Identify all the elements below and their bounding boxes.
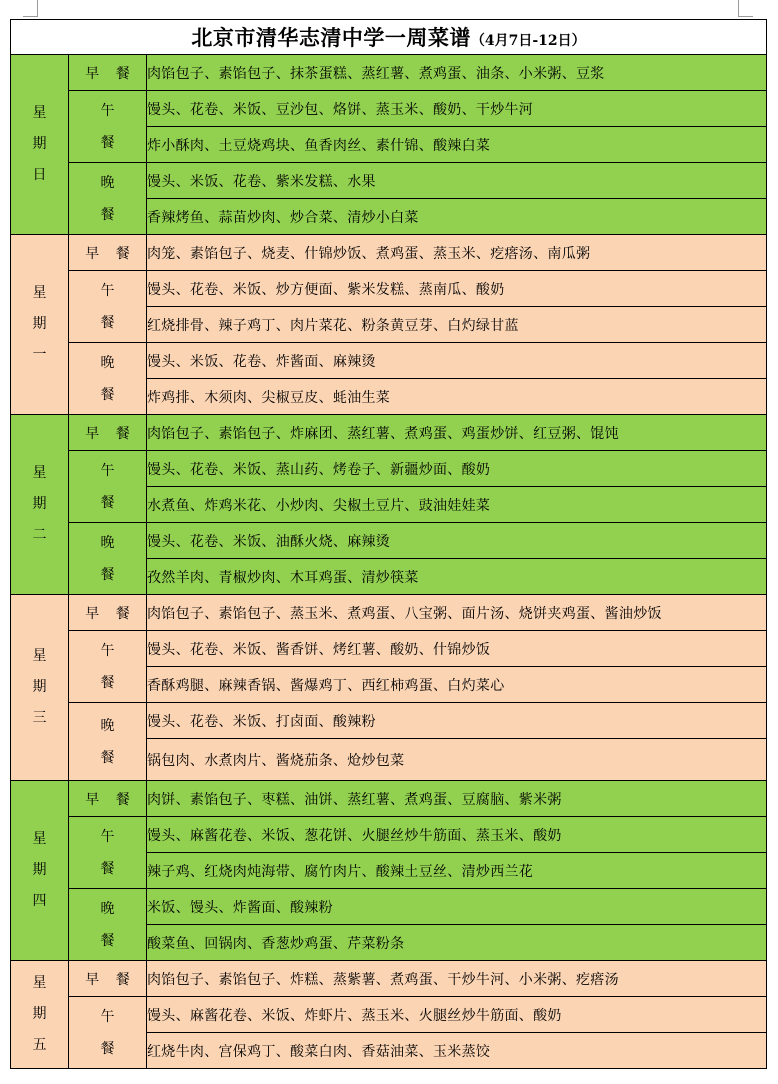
lunch-label: 午 餐 bbox=[69, 271, 147, 343]
breakfast-label: 早 餐 bbox=[69, 55, 147, 91]
table-row bbox=[11, 343, 767, 379]
day-cell-tuesday: 星 期 二 bbox=[11, 415, 69, 595]
lunch-staples: 馒头、花卷、米饭、酱香饼、烤红薯、酸奶、什锦炒饭 bbox=[147, 631, 767, 667]
day-cell-sunday: 星 期 日 bbox=[11, 55, 69, 235]
table-row bbox=[11, 235, 767, 271]
table-row bbox=[11, 451, 767, 487]
menu-title-cell bbox=[11, 20, 767, 55]
lunch-label: 午 餐 bbox=[69, 91, 147, 163]
table-row bbox=[11, 889, 767, 925]
date-range: （4月7日-12日） bbox=[470, 33, 586, 49]
table-row bbox=[11, 163, 767, 199]
page-title: 北京市清华志清中学一周菜谱 bbox=[191, 25, 471, 50]
dinner-staples: 馒头、米饭、花卷、炸酱面、麻辣烫 bbox=[147, 343, 767, 379]
table-row bbox=[11, 703, 767, 739]
dinner-dishes: 酸菜鱼、回锅肉、香葱炒鸡蛋、芹菜粉条 bbox=[147, 925, 767, 961]
table-row bbox=[11, 997, 767, 1033]
dinner-label: 晚 餐 bbox=[69, 889, 147, 961]
page-corner-mark-right bbox=[738, 0, 753, 17]
dinner-staples: 米饭、馒头、炸酱面、酸辣粉 bbox=[147, 889, 767, 925]
dinner-dishes: 香辣烤鱼、蒜苗炒肉、炒合菜、清炒小白菜 bbox=[147, 199, 767, 235]
table-row bbox=[11, 595, 767, 631]
lunch-label: 午 餐 bbox=[69, 817, 147, 889]
lunch-dishes: 辣子鸡、红烧肉炖海带、腐竹肉片、酸辣土豆丝、清炒西兰花 bbox=[147, 853, 767, 889]
breakfast-dishes: 肉笼、素馅包子、烧麦、什锦炒饭、煮鸡蛋、蒸玉米、疙瘩汤、南瓜粥 bbox=[147, 235, 767, 271]
dinner-dishes: 孜然羊肉、青椒炒肉、木耳鸡蛋、清炒筷菜 bbox=[147, 559, 767, 595]
table-row bbox=[11, 271, 767, 307]
lunch-label: 午 餐 bbox=[69, 631, 147, 703]
lunch-dishes: 水煮鱼、炸鸡米花、小炒肉、尖椒土豆片、豉油娃娃菜 bbox=[147, 487, 767, 523]
dinner-staples: 馒头、花卷、米饭、油酥火烧、麻辣烫 bbox=[147, 523, 767, 559]
table-row bbox=[11, 961, 767, 997]
table-row bbox=[11, 91, 767, 127]
table-row bbox=[11, 523, 767, 559]
lunch-staples: 馒头、花卷、米饭、蒸山药、烤卷子、新疆炒面、酸奶 bbox=[147, 451, 767, 487]
lunch-staples: 馒头、花卷、米饭、豆沙包、烙饼、蒸玉米、酸奶、干炒牛河 bbox=[147, 91, 767, 127]
dinner-label: 晚 餐 bbox=[69, 343, 147, 415]
table-row bbox=[11, 781, 767, 817]
breakfast-dishes: 肉饼、素馅包子、枣糕、油饼、蒸红薯、煮鸡蛋、豆腐脑、紫米粥 bbox=[147, 781, 767, 817]
lunch-dishes: 红烧牛肉、宫保鸡丁、酸菜白肉、香菇油菜、玉米蒸饺 bbox=[147, 1033, 767, 1069]
day-cell-monday: 星 期 一 bbox=[11, 235, 69, 415]
breakfast-label: 早 餐 bbox=[69, 595, 147, 631]
table-row bbox=[11, 631, 767, 667]
day-cell-wednesday: 星 期 三 bbox=[11, 595, 69, 781]
weekly-menu-table bbox=[10, 19, 767, 1069]
breakfast-dishes: 肉馅包子、素馅包子、抹茶蛋糕、蒸红薯、煮鸡蛋、油条、小米粥、豆浆 bbox=[147, 55, 767, 91]
dinner-label: 晚 餐 bbox=[69, 703, 147, 781]
lunch-label: 午 餐 bbox=[69, 997, 147, 1069]
lunch-label: 午 餐 bbox=[69, 451, 147, 523]
dinner-label: 晚 餐 bbox=[69, 163, 147, 235]
lunch-dishes: 炸小酥肉、土豆烧鸡块、鱼香肉丝、素什锦、酸辣白菜 bbox=[147, 127, 767, 163]
dinner-dishes: 锅包肉、水煮肉片、酱烧茄条、炝炒包菜 bbox=[147, 739, 767, 781]
lunch-dishes: 红烧排骨、辣子鸡丁、肉片菜花、粉条黄豆芽、白灼绿甘蓝 bbox=[147, 307, 767, 343]
table-row bbox=[11, 415, 767, 451]
breakfast-dishes: 肉馅包子、素馅包子、炸麻团、蒸红薯、煮鸡蛋、鸡蛋炒饼、红豆粥、馄饨 bbox=[147, 415, 767, 451]
breakfast-label: 早 餐 bbox=[69, 781, 147, 817]
day-cell-thursday: 星 期 四 bbox=[11, 781, 69, 961]
page-corner-mark-left bbox=[23, 0, 38, 17]
lunch-dishes: 香酥鸡腿、麻辣香锅、酱爆鸡丁、西红柿鸡蛋、白灼菜心 bbox=[147, 667, 767, 703]
table-row bbox=[11, 817, 767, 853]
dinner-staples: 馒头、花卷、米饭、打卤面、酸辣粉 bbox=[147, 703, 767, 739]
dinner-dishes: 炸鸡排、木须肉、尖椒豆皮、蚝油生菜 bbox=[147, 379, 767, 415]
dinner-label: 晚 餐 bbox=[69, 523, 147, 595]
lunch-staples: 馒头、花卷、米饭、炒方便面、紫米发糕、蒸南瓜、酸奶 bbox=[147, 271, 767, 307]
day-cell-friday: 星 期 五 bbox=[11, 961, 69, 1069]
table-row bbox=[11, 55, 767, 91]
breakfast-dishes: 肉馅包子、素馅包子、炸糕、蒸紫薯、煮鸡蛋、干炒牛河、小米粥、疙瘩汤 bbox=[147, 961, 767, 997]
breakfast-label: 早 餐 bbox=[69, 235, 147, 271]
lunch-staples: 馒头、麻酱花卷、米饭、炸虾片、蒸玉米、火腿丝炒牛筋面、酸奶 bbox=[147, 997, 767, 1033]
dinner-staples: 馒头、米饭、花卷、紫米发糕、水果 bbox=[147, 163, 767, 199]
breakfast-dishes: 肉馅包子、素馅包子、蒸玉米、煮鸡蛋、八宝粥、面片汤、烧饼夹鸡蛋、酱油炒饭 bbox=[147, 595, 767, 631]
breakfast-label: 早 餐 bbox=[69, 961, 147, 997]
breakfast-label: 早 餐 bbox=[69, 415, 147, 451]
lunch-staples: 馒头、麻酱花卷、米饭、葱花饼、火腿丝炒牛筋面、蒸玉米、酸奶 bbox=[147, 817, 767, 853]
